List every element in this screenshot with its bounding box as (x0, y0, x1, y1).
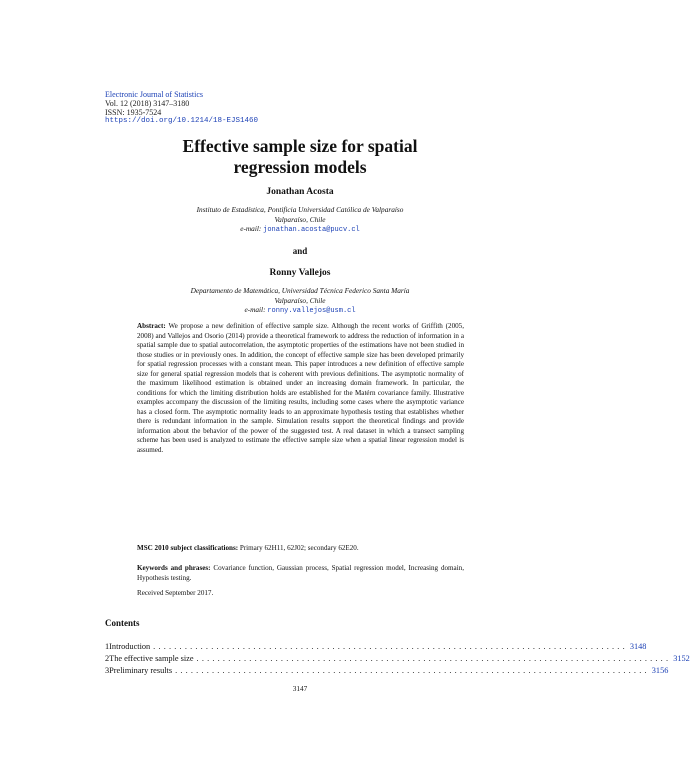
contents-heading: Contents (105, 618, 140, 628)
abstract (137, 322, 464, 455)
paper-title-line2: regression models (233, 157, 367, 177)
table-of-contents (105, 641, 690, 678)
author-affiliation: Departamento de Matemática, Universidad Técnica Federico Santa María (190, 286, 410, 295)
author-email[interactable]: jonathan.acosta@pucv.cl (263, 226, 360, 234)
author-email-line (0, 305, 600, 315)
author-separator: and (292, 246, 308, 256)
author-name: Ronny Vallejos (269, 268, 331, 278)
toc-label: Preliminary results (109, 666, 173, 676)
toc-number: 2 (105, 654, 110, 664)
msc-label: MSC 2010 subject classifications: (137, 544, 239, 552)
toc-page-link[interactable]: 3148 (629, 642, 647, 651)
author-name: Jonathan Acosta (266, 187, 334, 197)
author-email-line (0, 224, 600, 234)
author-affiliation: Instituto de Estadística, Pontificia Universidad Católica de Valparaíso (196, 205, 404, 214)
journal-header (105, 90, 258, 126)
msc-text: Primary 62H11, 62J02; secondary 62E20. (239, 544, 359, 552)
abstract-text: We propose a new definition of effective sample size. Although the recent works of Griffith (2005, 2008) and Vallejos and Osorio (2014) provide a theoretical framework to address the reduction of information in a spatial sample due to spatial autocorrelation, the asymptotic properties of the estimations have not been studied in those studies or in previously ones. In addition, the concept of effective sample size has been developed primarily for spatial regression processes with a constant mean. This paper introduces a new definition of effective sample size for general spatial regression models that is coherent with previous definitions. The asymptotic normality of the maximum likelihood estimation is obtained under an increasing domain framework. In particular, the conditions for which the limiting distribution holds are established for the Matérn covariance family. Illustrative examples accompany the discussion of the limiting results, including some cases where the asymptotic variance has a closed form. The asymptotic normality leads to an approximate hypothesis testing that establishes whether there is redundant information in the sample. Simulation results support the theoretical findings and provide information about the behavior of the power of the suggested test. A real dataset in which a transect sampling scheme has been used is analyzed to estimate the effective sample size when a spatial linear regression model is assumed. (137, 322, 464, 454)
author-affiliation-city: Valparaíso, Chile (274, 215, 326, 224)
toc-label: Introduction (109, 642, 151, 651)
journal-title[interactable]: Electronic Journal of Statistics (105, 90, 203, 99)
toc-number: 3 (105, 666, 110, 676)
received-date: Received September 2017. (137, 589, 214, 597)
toc-leader-dots: .......................................................................................... (175, 666, 650, 676)
toc-item-introduction[interactable] (105, 641, 647, 653)
toc-leader-dots: .......................................................................................... (196, 654, 672, 664)
keywords (137, 564, 464, 583)
abstract-label: Abstract: (137, 322, 166, 330)
page-number: 3147 (292, 684, 308, 693)
toc-page-link[interactable]: 3156 (651, 666, 669, 676)
doi-link[interactable]: https://doi.org/10.1214/18-EJS1460 (105, 117, 259, 125)
paper-title-line1: Effective sample size for spatial (182, 136, 418, 156)
toc-page-link[interactable]: 3152 (673, 654, 690, 664)
toc-item-preliminary-results[interactable] (105, 665, 669, 677)
toc-label: The effective sample size (109, 654, 194, 664)
keywords-label: Keywords and phrases: (137, 564, 211, 572)
email-label: e-mail: (240, 224, 262, 233)
author-affiliation-city: Valparaíso, Chile (274, 296, 326, 305)
toc-leader-dots: .......................................................................................... (153, 642, 628, 651)
toc-number: 1 (105, 642, 110, 651)
toc-item-effective-sample-size[interactable] (105, 653, 690, 665)
issn: ISSN: 1935-7524 (105, 108, 162, 117)
msc-classification (137, 544, 464, 554)
author-email[interactable]: ronny.vallejos@usm.cl (267, 307, 356, 315)
email-label: e-mail: (244, 305, 266, 314)
keywords-text: Covariance function, Gaussian process, Spatial regression model, Increasing domain, Hypothesis testing. (137, 564, 464, 582)
volume-info: Vol. 12 (2018) 3147–3180 (105, 99, 190, 108)
